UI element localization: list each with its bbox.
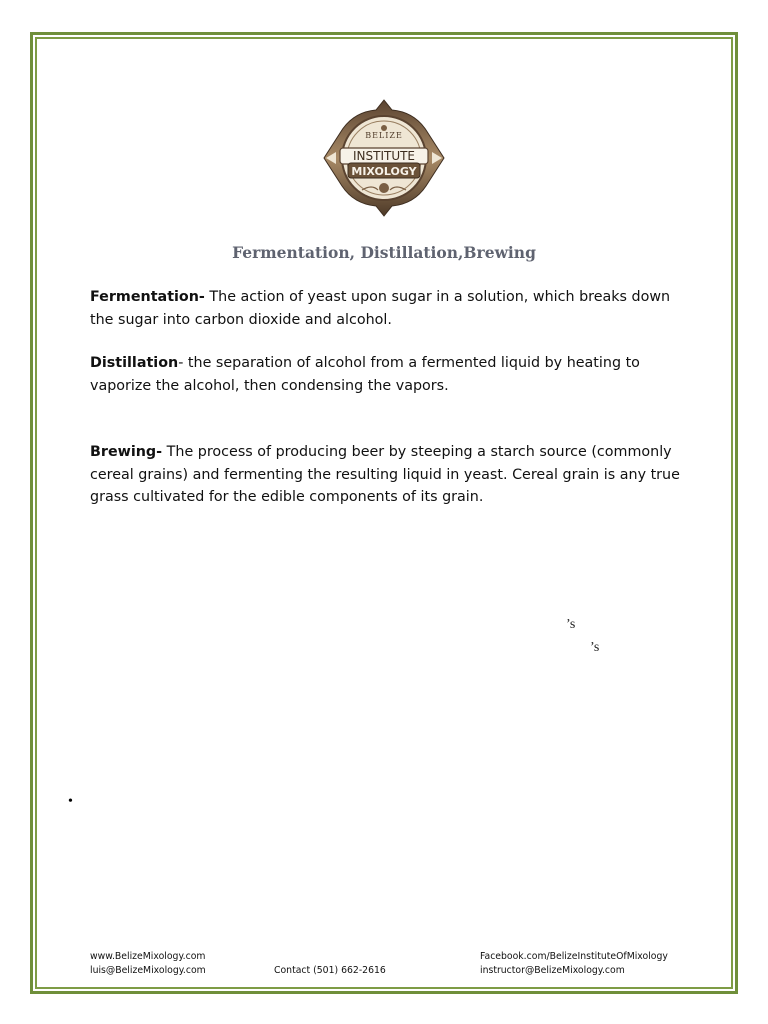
definition-fermentation bbox=[90, 286, 690, 331]
logo-text-institute: INSTITUTE bbox=[352, 149, 416, 163]
term-brewing: Brewing- bbox=[90, 444, 163, 460]
text-brewing: The process of producing beer by steeping a starch source (commonly cereal grains) and fermenting the resulting liquid in yeast. Cereal grain is any true grass cultivated for the edible components of its grain. bbox=[90, 444, 680, 505]
definition-distillation bbox=[90, 352, 690, 397]
bullet-point: • bbox=[68, 794, 73, 809]
page-title: Fermentation, Distillation,Brewing bbox=[232, 243, 536, 262]
definition-brewing bbox=[90, 441, 690, 509]
footer-facebook[interactable]: Facebook.com/BelizeInstituteOfMixology bbox=[480, 951, 668, 962]
term-distillation: Distillation bbox=[90, 355, 179, 371]
text-fermentation: The action of yeast upon sugar in a solution, which breaks down the sugar into carbon dioxide and alcohol. bbox=[90, 289, 671, 328]
footer-website[interactable]: www.BelizeMixology.com bbox=[90, 951, 206, 962]
belize-institute-mixology-logo bbox=[322, 98, 446, 218]
logo-text-belize: BELIZE bbox=[365, 131, 403, 140]
stray-text: ’s bbox=[566, 617, 576, 632]
term-fermentation: Fermentation- bbox=[90, 289, 205, 305]
stray-text: ’s bbox=[590, 640, 600, 655]
footer-email[interactable]: luis@BelizeMixology.com bbox=[90, 965, 206, 976]
logo-text-mixology: MIXOLOGY bbox=[351, 165, 417, 178]
footer-contact: Contact (501) 662-2616 bbox=[274, 965, 386, 976]
footer-instructor-email[interactable]: instructor@BelizeMixology.com bbox=[480, 965, 625, 976]
text-distillation: - the separation of alcohol from a fermented liquid by heating to vaporize the alcohol, then condensing the vapors. bbox=[90, 355, 640, 394]
